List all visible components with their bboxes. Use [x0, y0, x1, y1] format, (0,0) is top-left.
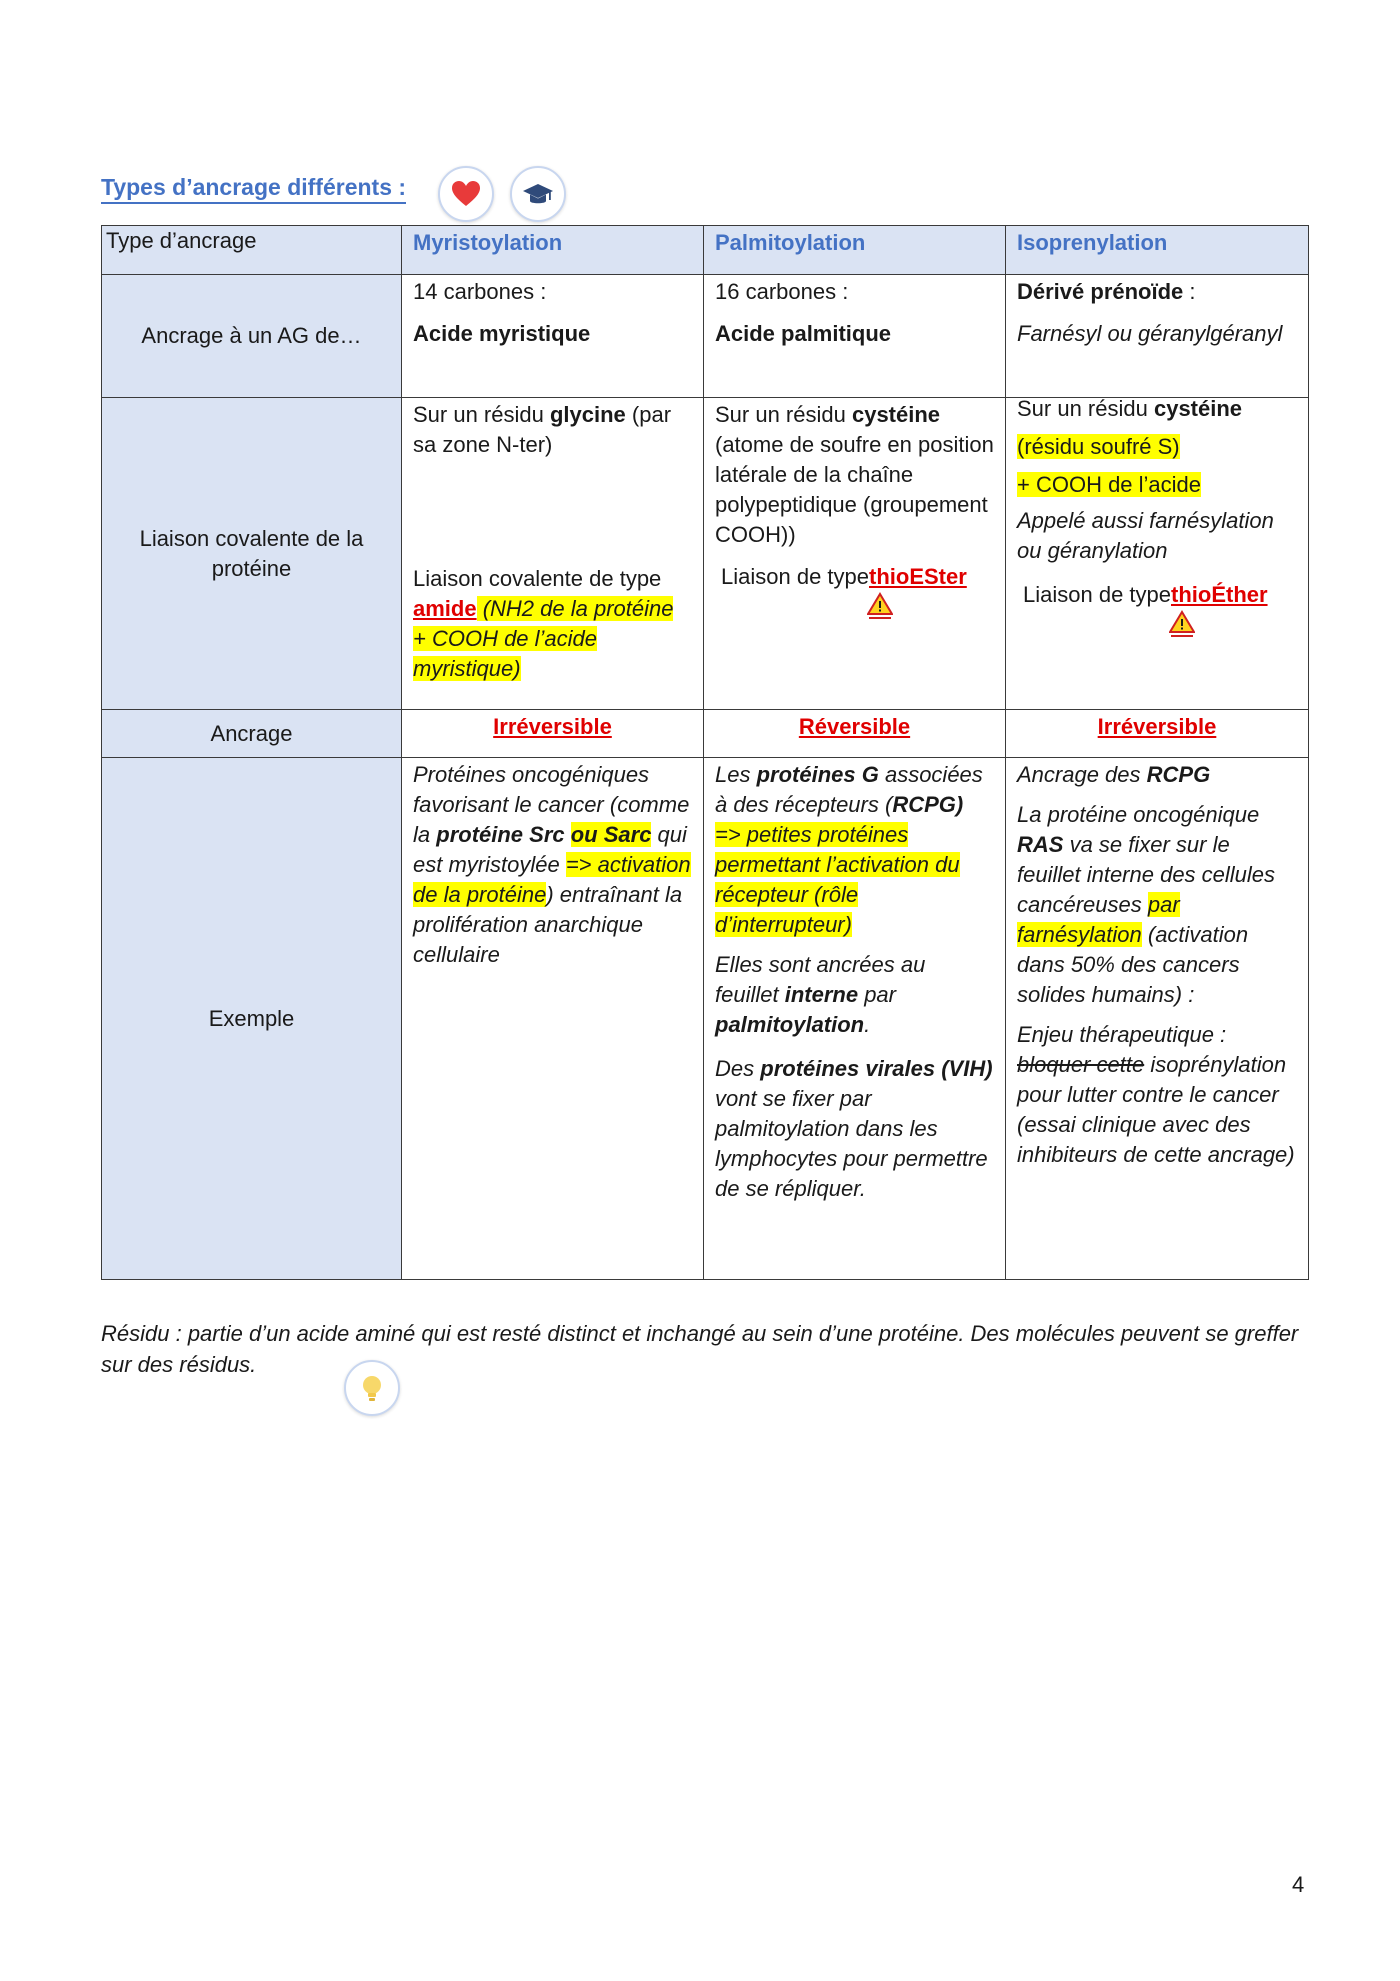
bond-type-label: Liaison de type — [721, 564, 869, 589]
table-row-liaison — [102, 398, 1309, 710]
page-number: 4 — [1292, 1872, 1305, 1897]
bond-type-label: Liaison de type — [1023, 582, 1171, 607]
text: . — [864, 1012, 871, 1037]
residue-cysteine: cystéine — [1153, 396, 1243, 421]
graduation-badge[interactable] — [510, 166, 566, 222]
text: Des — [715, 1056, 761, 1081]
cell-ag-pal — [704, 275, 1006, 398]
residue-glycine: glycine — [549, 402, 626, 427]
text: Ancrage des — [1017, 762, 1147, 787]
cell-ag-iso — [1006, 275, 1309, 398]
prenoid-detail: Farnésyl ou géranylgéranyl — [1017, 321, 1283, 346]
text: ou Sarc — [570, 822, 652, 847]
text: bloquer cette — [1017, 1052, 1145, 1077]
cell-liaison-myr — [402, 398, 704, 710]
aka-note: Appelé aussi farnésylation ou géranylation — [1017, 508, 1274, 563]
header-myristoylation: Myristoylation — [402, 226, 704, 275]
heart-icon — [450, 178, 482, 210]
text: Les — [715, 762, 757, 787]
text: Protéines oncogéniques favorisant le cancer (comme la — [413, 762, 690, 847]
header-isoprenylation: Isoprenylation — [1006, 226, 1309, 275]
text: protéine Src — [436, 822, 571, 847]
table-row-ag — [102, 275, 1309, 398]
cell-liaison-iso — [1006, 398, 1309, 710]
text: Enjeu thérapeutique : — [1017, 1022, 1227, 1047]
text: RCPG) — [892, 792, 964, 817]
bond-thioether: thioÉther — [1171, 582, 1268, 607]
lightbulb-badge[interactable] — [344, 1360, 400, 1416]
cooh-note: + COOH de l’acide — [1017, 472, 1202, 497]
text: La protéine oncogénique — [1017, 802, 1260, 827]
text: associées à des récepteurs ( — [715, 762, 983, 817]
heart-badge[interactable] — [438, 166, 494, 222]
cell-exemple-myr — [402, 758, 704, 1280]
cell-ancrage-myr — [402, 710, 704, 758]
text: RAS — [1017, 832, 1064, 857]
row-label-ancrage: Ancrage — [102, 710, 402, 758]
row-label-exemple: Exemple — [102, 758, 402, 1280]
text: => petites protéines permettant l’activation du récepteur (rôle d’interrupteur) — [715, 822, 960, 937]
text: protéines virales (VIH) — [760, 1056, 993, 1081]
cell-liaison-pal — [704, 398, 1006, 710]
bond-note: (NH2 de la protéine + COOH de l’acide myristique) — [413, 596, 674, 681]
text: par — [858, 982, 896, 1007]
row-label-liaison: Liaison covalente de la protéine — [102, 398, 402, 710]
acid-name: Acide palmitique — [715, 321, 892, 346]
graduation-cap-icon — [522, 178, 554, 210]
carbon-count: 14 carbones : — [413, 279, 547, 304]
carbon-count: 16 carbones : — [715, 279, 849, 304]
row-label-ag: Ancrage à un AG de… — [102, 275, 402, 398]
header-corner: Type d’ancrage — [102, 226, 402, 275]
text: va se fixer sur le feuillet interne des cellules cancéreuses — [1017, 832, 1276, 917]
section-title: Types d’ancrage différents : — [101, 174, 406, 204]
header-palmitoylation: Palmitoylation — [704, 226, 1006, 275]
cell-ancrage-iso — [1006, 710, 1309, 758]
prenoid-colon: : — [1183, 279, 1196, 304]
table-header-row — [102, 226, 1309, 275]
reversibility: Irréversible — [493, 714, 612, 739]
bond-type-label: Liaison covalente de type — [413, 566, 662, 591]
text: par farnésylation — [1017, 892, 1180, 947]
text: interne — [784, 982, 859, 1007]
text: ) entraînant la prolifération anarchique cellulaire — [413, 882, 683, 967]
text: Sur un résidu — [715, 402, 852, 427]
cell-exemple-iso — [1006, 758, 1309, 1280]
text: qui est myristoylée — [413, 822, 687, 877]
cell-ancrage-pal — [704, 710, 1006, 758]
reversibility: Réversible — [798, 714, 911, 739]
text: Sur un résidu — [1017, 396, 1154, 421]
text: Elles sont ancrées au feuillet — [715, 952, 926, 1007]
text: (par sa zone N-ter) — [413, 402, 672, 457]
text: (atome de soufre en position latérale de la chaîne polypeptidique (groupement COOH)) — [715, 432, 994, 547]
warning-icon — [1169, 610, 1195, 638]
table-row-ancrage — [102, 710, 1309, 758]
sulfur-residue: (résidu soufré S) — [1017, 434, 1180, 459]
acid-name: Acide myristique — [413, 321, 591, 346]
text: vont se fixer par palmitoylation dans les lymphocytes pour permettre de se répliquer. — [715, 1086, 988, 1201]
text: RCPG — [1146, 762, 1211, 787]
lightbulb-icon — [356, 1372, 388, 1404]
text: => activation de la protéine — [413, 852, 691, 907]
text: palmitoylation — [715, 1012, 865, 1037]
text: protéines G — [756, 762, 879, 787]
bond-amide: amide — [413, 596, 477, 621]
text: (activation dans 50% des cancers solides humains) : — [1017, 922, 1249, 1007]
text: isoprénylation pour lutter contre le cancer (essai clinique avec des inhibiteurs de cette ancrage) — [1017, 1052, 1295, 1167]
table-row-exemple — [102, 758, 1309, 1280]
reversibility: Irréversible — [1097, 714, 1217, 739]
cell-exemple-pal — [704, 758, 1006, 1280]
residue-definition-note: Résidu : partie d’un acide aminé qui est resté distinct et inchangé au sein d’une protéine. Des molécules peuvent se greffer sur des résidus. — [101, 1321, 1299, 1377]
bond-thioester: thioESter — [869, 564, 967, 589]
cell-ag-myr — [402, 275, 704, 398]
prenoid-label: Dérivé prénoïde — [1017, 279, 1184, 304]
anchoring-table — [101, 225, 1309, 1280]
text: Sur un résidu — [413, 402, 550, 427]
warning-icon — [867, 592, 893, 620]
residue-cysteine: cystéine — [851, 402, 941, 427]
